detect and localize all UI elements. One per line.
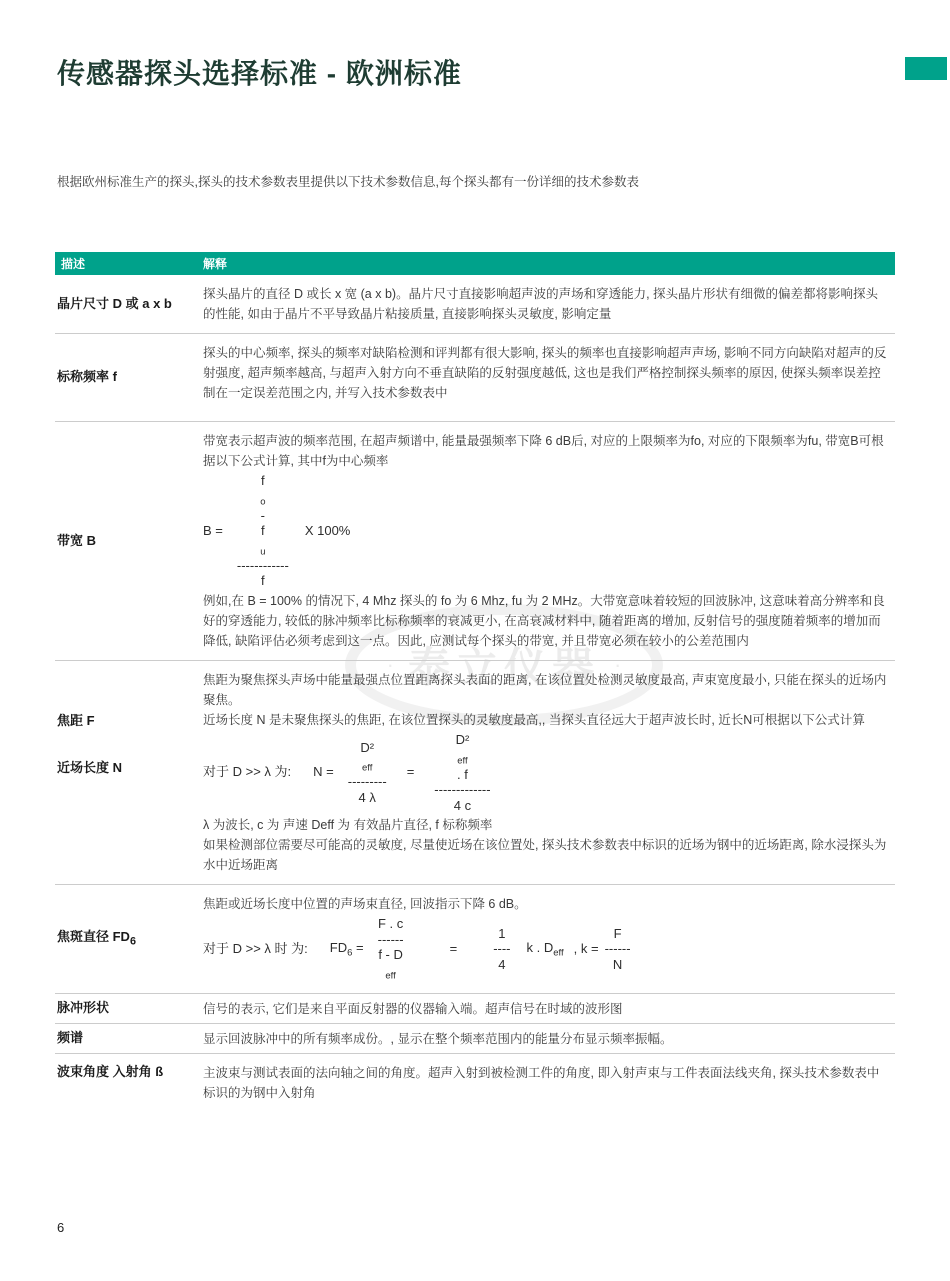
row-explanation-cell (203, 334, 895, 421)
row-explanation-cell (203, 661, 895, 884)
explanation-text: 焦距为聚焦探头声场中能量最强点位置距离探头表面的距离, 在该位置处检测灵敏度最高, 声束宽度最小, 只能在探头的近场内 (203, 672, 887, 687)
explanation-text: 主波束与测试表面的法向轴之间的角度。超声入射到被检测工件的角度, 即入射声束与工件表面法线夹角, 探头技术参数表中标识的为钢中入射角 (203, 1066, 880, 1101)
fraction-denominator: f (261, 573, 265, 589)
row-label-cell (55, 275, 203, 333)
row-label: 焦斑直径 $FD_6$ (57, 929, 136, 948)
spec-table (55, 252, 895, 1112)
fraction-bar: ---- (493, 941, 511, 957)
row-label: 脉冲形状 (57, 1000, 110, 1016)
watermark-text: 泰立仪器 (407, 644, 600, 691)
formula-fraction (237, 473, 289, 589)
row-label-cell (55, 1000, 203, 1017)
fraction-bar: ------------- (434, 782, 491, 798)
fraction-denominator: 4 (498, 956, 506, 972)
row-label-cell (55, 1054, 203, 1112)
formula-lhs: $FD_6$ = (329, 939, 364, 959)
watermark-right-dot: · (614, 652, 622, 677)
row-label-nearfield: 近场长度 N (57, 759, 123, 775)
row-explanation-cell (203, 1054, 895, 1112)
fraction-numerator: D² $_{eff}$ (360, 739, 375, 774)
row-explanation-cell (203, 885, 895, 993)
formula-fraction-2 (493, 926, 510, 973)
bandwidth-formula (203, 473, 889, 589)
row-explanation-cell (203, 995, 895, 1023)
table-row-beam-angle (55, 1054, 895, 1112)
row-label: 带宽 B (57, 532, 97, 548)
fraction-numerator: f $_o$ - f $_u$ (260, 473, 266, 558)
formula-k-term: k . $D_{eff}$ (526, 939, 564, 959)
row-explanation-cell (203, 275, 895, 333)
explanation-text: 探头晶片的直径 D 或长 x 宽 (a x b)。晶片尺寸直接影响超声波的声场和穿透能力, 探头晶片形状有细微的偏差都将影响探头的性能, 如由于晶片不平导致晶片粘接质量, 直接影响探头灵敏度, 影响定量 (203, 287, 879, 321)
formula-prefix: 对于 D >> λ 为: (203, 764, 292, 780)
row-explanation-cell (203, 1025, 895, 1053)
row-label: 波束角度 入射角 ß (57, 1064, 164, 1080)
fraction-bar: ------------ (236, 557, 289, 573)
row-label-cell (55, 334, 203, 421)
row-label-cell (55, 1030, 203, 1047)
header-col-description: 描述 (61, 257, 86, 271)
fraction-bar: ------ (604, 941, 631, 957)
nearfield-formula (203, 732, 889, 813)
formula-equals: = (406, 764, 415, 780)
row-label: 标称频率 f (57, 369, 117, 385)
formula-lhs: N = (313, 764, 334, 780)
explanation-text: 探头的中心频率, 探头的频率对缺陷检测和评判都有很大影响, 探头的频率也直接影响超声声场, 影响不同方向缺陷对超声的反射强度, 超声频率越高, 与超声入射方向不垂直缺陷的反射强度越低, 这也是我们严格控制探头频率的原因, 使探头频率误差控制在一定误差范围之内, 并写入技术参数表中 (203, 346, 887, 400)
explanation-text: λ 为波长, c 为 声速 Deff 为 有效晶片直径, f 标称频率 (203, 818, 493, 833)
fraction-numerator: F . c (377, 916, 404, 932)
row-label: 频谱 (57, 1030, 84, 1046)
formula-k-definition: , k = (573, 940, 599, 956)
page-title: 传感器探头选择标准 - 欧洲标准 (57, 58, 462, 89)
formula-fraction-1 (348, 740, 387, 806)
fraction-denominator: N (612, 956, 623, 972)
header-col-explanation: 解释 (203, 257, 228, 271)
page-number: 6 (57, 1220, 65, 1235)
fraction-numerator: F (613, 925, 622, 941)
formula-equals: = (449, 940, 458, 956)
table-row-crystal-size (55, 275, 895, 334)
formula-fraction-3 (605, 926, 631, 973)
page-content (0, 52, 950, 1112)
fraction-numerator: 1 (498, 925, 506, 941)
explanation-text: 信号的表示, 它们是来自平面反射器的仪器输入端。超声信号在时域的波形图 (203, 1001, 623, 1016)
intro-text: 根据欧州标准生产的探头,探头的技术参数表里提供以下技术参数信息,每个探头都有一份详细的技术参数表 (57, 175, 639, 189)
fraction-bar: --------- (347, 774, 387, 790)
row-label-cell (55, 661, 203, 884)
formula-rhs: X 100% (304, 522, 351, 538)
watermark-left-dot: · (386, 652, 394, 677)
explanation-text: 例如,在 B = 100% 的情况下, 4 Mhz 探头的 fo 为 6 Mhz, fu 为 2 MHz。大带宽意味着较短的回波脉冲, 这意味着高分辨率和良好的穿透能力, 较低的脉冲频率比标称频率的衰减更小, 在高衰减材料中, 随着距离的增加, 反射信号的强度随着频率的增加而降低, 缺陷评估必须考虑到这一点。因此, 应测试每个探头的带宽, 并且带宽必须在较小的公差范围内 (203, 593, 885, 648)
formula-prefix: 对于 D >> λ 时 为: (203, 940, 308, 956)
table-row-bandwidth (55, 422, 895, 661)
fraction-denominator: 4 c (453, 797, 472, 813)
row-label-cell (55, 885, 203, 993)
row-explanation-cell (203, 422, 895, 660)
row-label-cell (55, 422, 203, 660)
row-label-focal: 焦距 F (57, 712, 95, 728)
formula-fraction-1 (378, 916, 404, 982)
formula-fraction-2 (434, 732, 490, 813)
fraction-denominator: 4 λ (358, 789, 376, 805)
explanation-text: 如果检测部位需要尽可能高的灵敏度, 尽量使近场在该位置处, 探头技术参数表中标识的近场为钢中的近场距离, 除水浸探头为水中近场距离 (203, 838, 887, 873)
explanation-text: 近场长度 N 是未聚焦探头的焦距, 在该位置探头的灵敏度最高,, 当探头直径远大于超声波长时, 近长N可根据以下公式计算 (203, 712, 865, 727)
formula-lhs: B = (203, 522, 223, 538)
focal-spot-formula (203, 916, 889, 982)
explanation-text: 带宽表示超声波的频率范围, 在超声频谱中, 能量最强频率下降 6 dB后, 对应的上限频率为fo, 对应的下限频率为fu, 带宽B可根据以下公式计算, 其中f为中心频率 (203, 434, 884, 468)
table-row-focal-nearfield (55, 661, 895, 885)
fraction-bar: ------ (377, 931, 404, 947)
fraction-denominator: f - D $_{eff}$ (378, 947, 403, 982)
fraction-numerator: D² $_{eff}$ . f (455, 731, 470, 782)
table-row-focal-spot (55, 885, 895, 994)
document-page (0, 52, 950, 1281)
explanation-text: 焦距或近场长度中位置的声场束直径, 回波指示下降 6 dB。 (203, 897, 527, 912)
row-label: 晶片尺寸 D 或 a x b (57, 295, 172, 311)
table-header (55, 252, 895, 275)
explanation-text: 聚焦。 (203, 692, 241, 707)
table-row-pulse-shape (55, 994, 895, 1024)
table-row-spectrum (55, 1024, 895, 1054)
table-row-nominal-frequency (55, 334, 895, 422)
explanation-text: 显示回波脉冲中的所有频率成份。, 显示在整个频率范围内的能量分布显示频率振幅。 (203, 1031, 673, 1046)
